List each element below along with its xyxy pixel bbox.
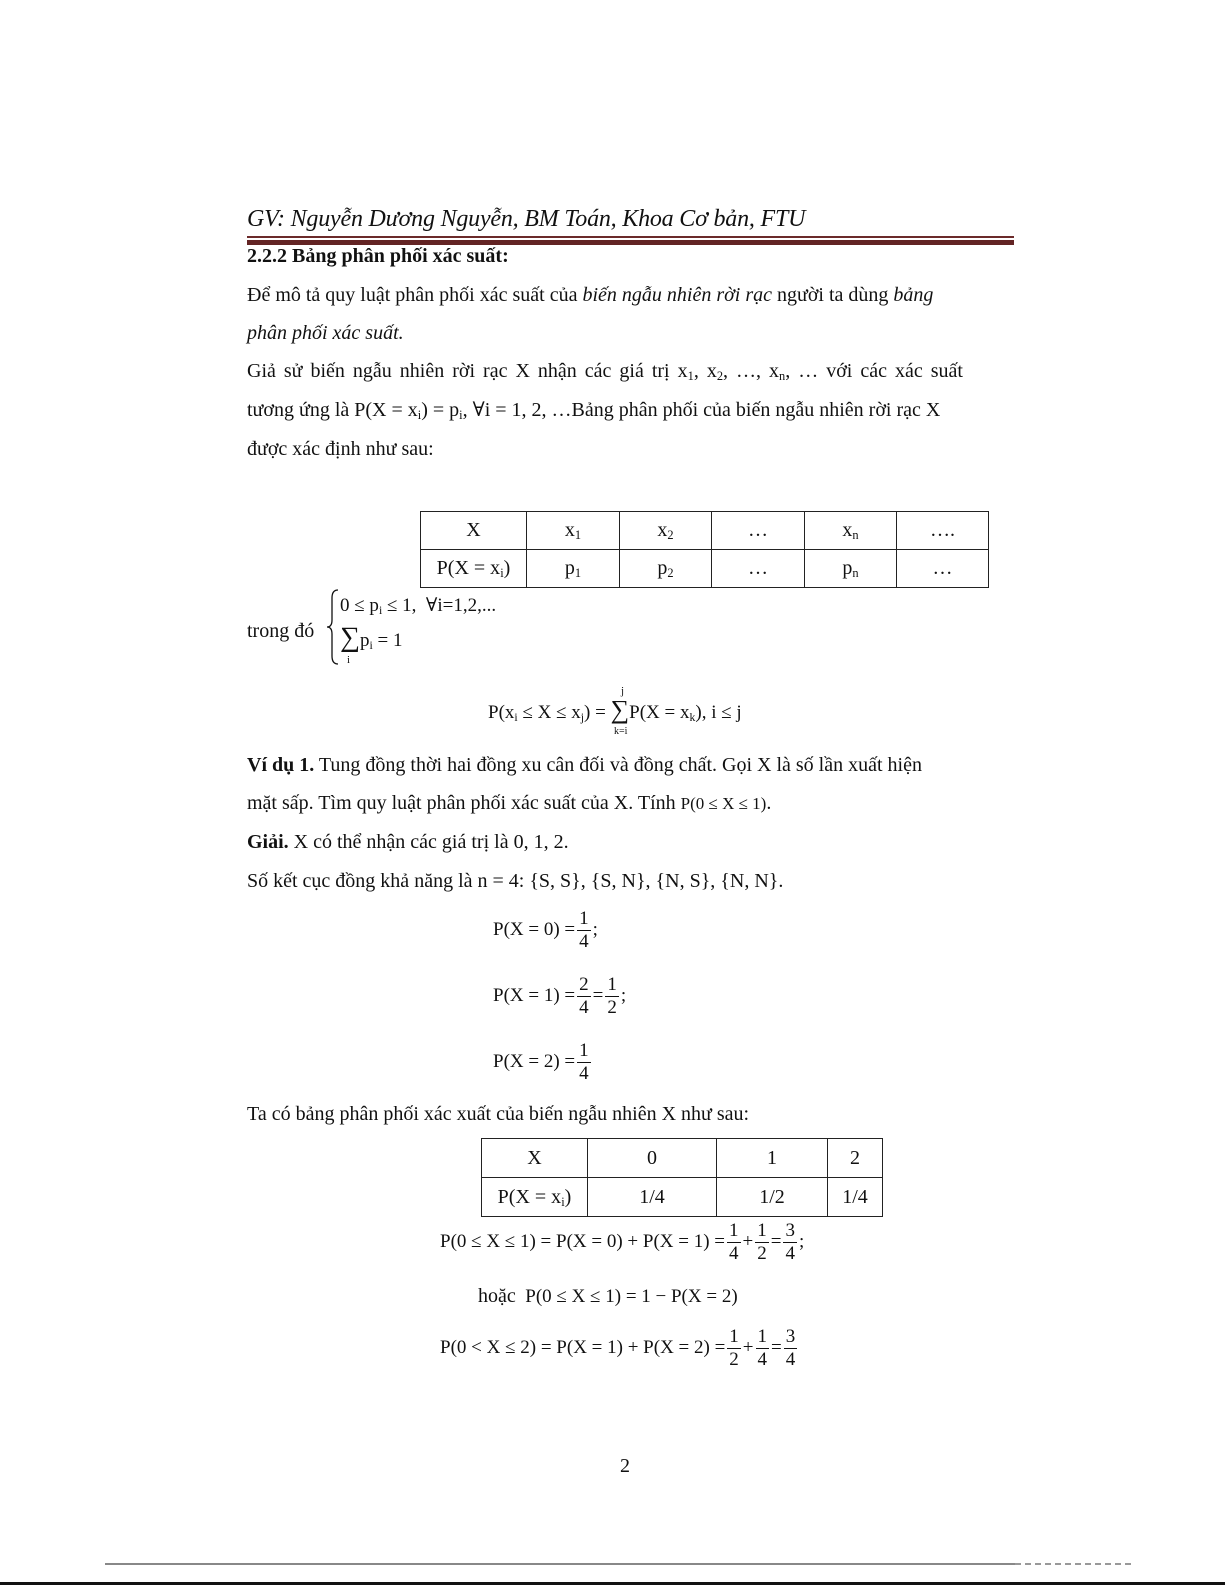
solution-line-1: Giải. X có thể nhận các giá trị là 0, 1, 2. <box>247 831 569 853</box>
footer-rule <box>105 1563 1015 1565</box>
table-row <box>421 550 989 588</box>
intro-line-1: Để mô tả quy luật phân phối xác suất của biến ngẫu nhiên rời rạc người ta dùng bảng <box>247 284 934 306</box>
left-brace-icon <box>326 588 340 666</box>
table-cell: 2 <box>828 1139 883 1178</box>
table-row <box>482 1178 883 1217</box>
cumulative-formula: $P(x_i \le X \le x_j) = \sum P(X = x_k)$, i ≤ j <box>488 695 742 724</box>
condition-1: $0 \le p_i \le 1$, ∀i=1,2,... <box>340 595 497 617</box>
table-cell: … <box>712 512 805 550</box>
intro-line-4: tương ứng là $P(X = x_i) = p_i$, ∀i = 1, 2, …Bảng phân phối của biến ngẫu nhiên rời rạc X <box>247 399 941 423</box>
sum-index: i <box>347 654 351 666</box>
table-cell: … <box>712 550 805 588</box>
table-cell: $p_n$ <box>805 550 897 588</box>
page-number: 2 <box>620 1455 630 1477</box>
solution-line-2: Số kết cục đồng khả năng là n = 4: {S, S}, {S, N}, {N, S}, {N, N}. <box>247 870 784 892</box>
table-cell: 1/2 <box>717 1178 828 1217</box>
result-2: hoặc P(0 ≤ X ≤ 1) = 1 − P(X = 2) <box>478 1285 738 1307</box>
table-cell: $P(X = x_i)$ <box>482 1178 588 1217</box>
intro-line-2: phân phối xác suất. <box>247 322 404 344</box>
sum-upper-limit: j <box>621 685 625 697</box>
table-intro: Ta có bảng phân phối xác xuất của biến ngẫu nhiên X như sau: <box>247 1103 750 1125</box>
table-cell: 1/4 <box>588 1178 717 1217</box>
header-rule-thin <box>247 236 1014 238</box>
table-cell: $p_1$ <box>527 550 620 588</box>
intro-line-5: được xác định như sau: <box>247 438 434 460</box>
table-cell: 1 <box>717 1139 828 1178</box>
table-cell: $x_n$ <box>805 512 897 550</box>
conditions-label: trong đó <box>247 620 315 642</box>
table-row <box>421 512 989 550</box>
sum-lower-limit: k=i <box>614 726 628 737</box>
table-row <box>482 1139 883 1178</box>
table-cell: …. <box>897 512 989 550</box>
prob-x-equals-1: P(X = 1) = $\frac{2}{4}$ = $\frac{1}{2}$ ; <box>493 974 627 1018</box>
example-distribution-table <box>481 1138 883 1217</box>
table-cell: … <box>897 550 989 588</box>
general-distribution-table <box>420 511 989 588</box>
table-cell: 1/4 <box>828 1178 883 1217</box>
prob-x-equals-2: P(X = 2) = $\frac{1}{4}$ <box>493 1040 589 1084</box>
result-3: P(0 < X ≤ 2) = P(X = 1) + P(X = 2) = $\frac{1}{2}$ + $\frac{1}{4}$ = $\frac{3}{4}$ <box>440 1326 796 1370</box>
prob-x-equals-0: P(X = 0) = $\frac{1}{4}$ ; <box>493 908 598 952</box>
table-cell: $x_1$ <box>527 512 620 550</box>
table-cell: 0 <box>588 1139 717 1178</box>
table-cell: X <box>421 512 527 550</box>
section-title: 2.2.2 Bảng phân phối xác suất: <box>247 245 509 267</box>
table-cell: X <box>482 1139 588 1178</box>
example-line-1: Ví dụ 1. Tung đồng thời hai đồng xu cân đối và đồng chất. Gọi X là số lần xuất hiện <box>247 754 922 776</box>
condition-2: $\sum p_i = 1$ <box>340 622 403 653</box>
table-cell: $p_2$ <box>620 550 712 588</box>
footer-dotted-rule <box>1015 1563 1135 1565</box>
intro-line-3: Giả sử biến ngẫu nhiên rời rạc X nhận các giá trị $x_1$, $x_2$, …, $x_n$, … với các xác suất <box>247 360 963 384</box>
running-header: GV: Nguyễn Dương Nguyễn, BM Toán, Khoa Cơ bản, FTU <box>247 206 806 232</box>
result-1: P(0 ≤ X ≤ 1) = P(X = 0) + P(X = 1) = $\frac{1}{4}$ + $\frac{1}{2}$ = $\frac{3}{4}$ ; <box>440 1220 805 1264</box>
table-cell: $x_2$ <box>620 512 712 550</box>
table-cell: $P(X = x_i)$ <box>421 550 527 588</box>
example-line-2: mặt sấp. Tìm quy luật phân phối xác suất của X. Tính P(0 ≤ X ≤ 1). <box>247 792 772 814</box>
